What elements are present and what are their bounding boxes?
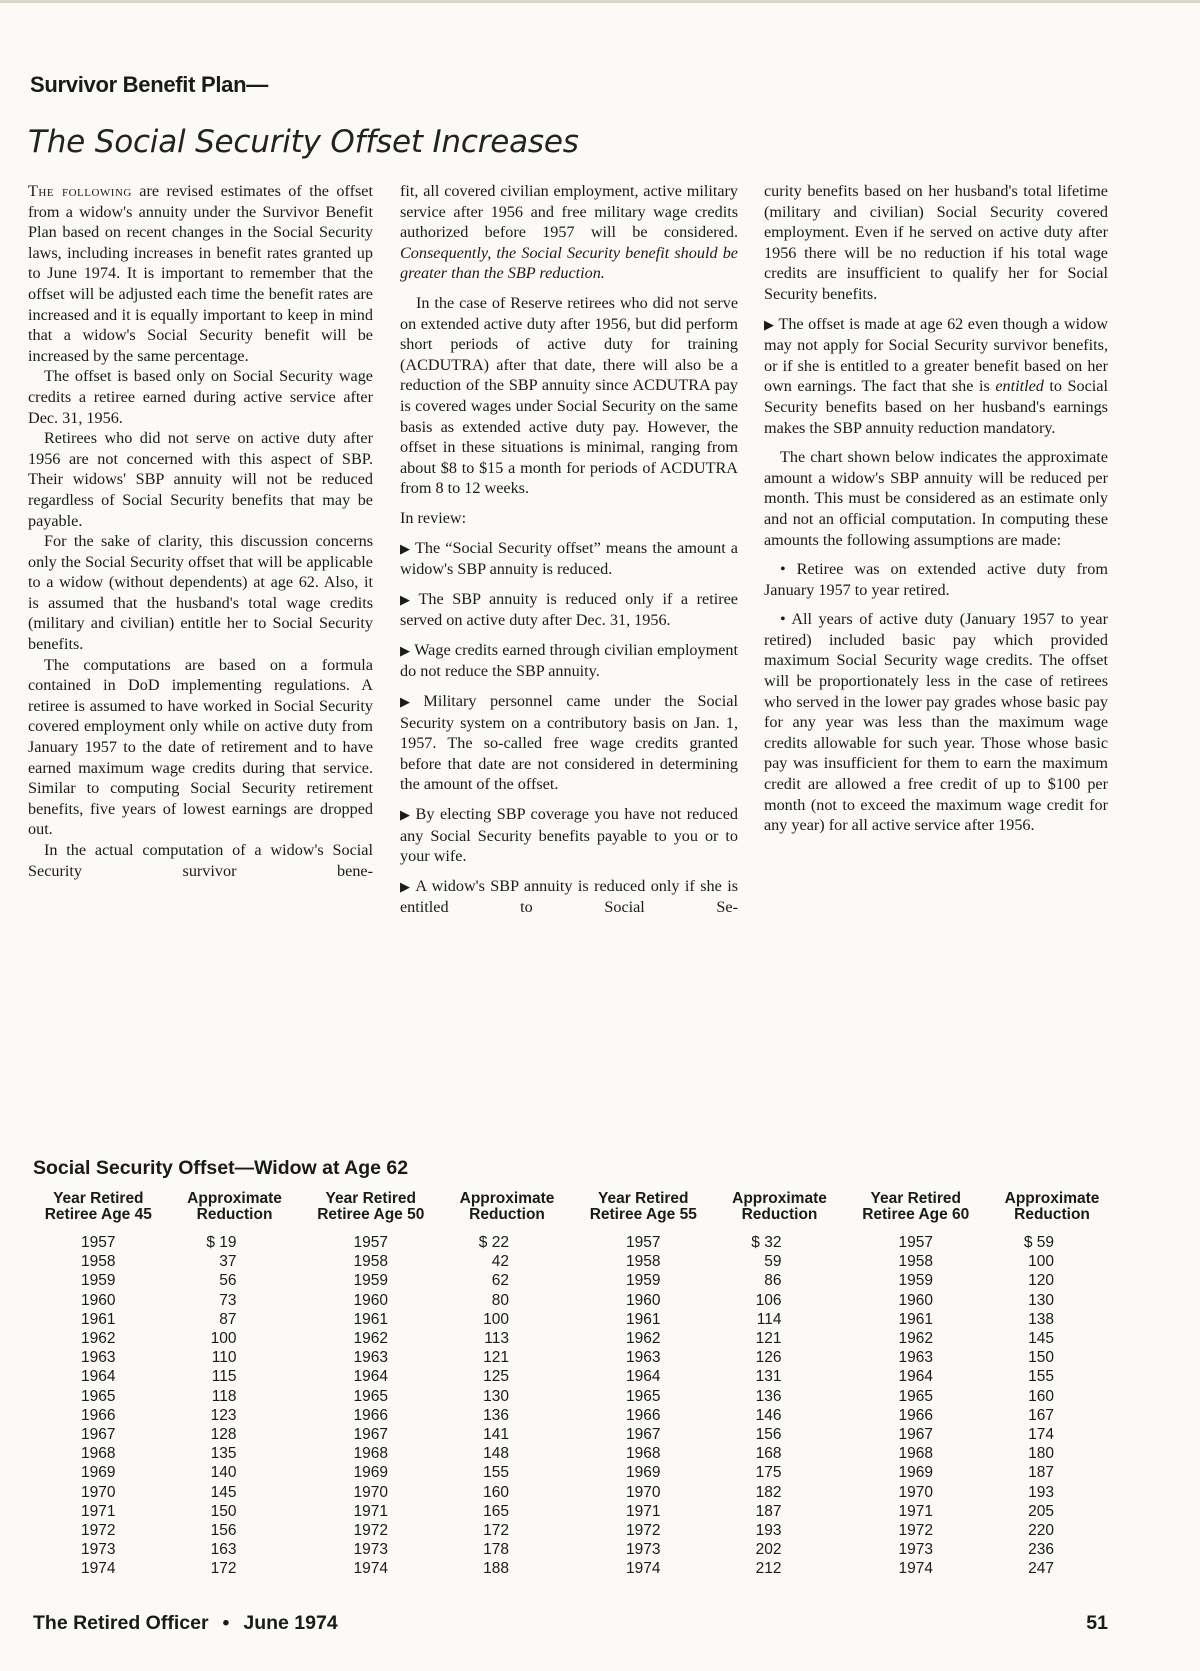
year-retired-cell: 1972 bbox=[81, 1522, 116, 1540]
reduction-cell: 62 bbox=[491, 1272, 509, 1290]
reduction-cell: 205 bbox=[1028, 1502, 1054, 1520]
table-header-row bbox=[26, 1191, 1116, 1233]
reduction-cell: 156 bbox=[210, 1522, 237, 1540]
publication-name: The Retired Officer bbox=[33, 1612, 209, 1634]
paragraph: For the sake of clarity, this discussion concerns only the Social Security offset that will be applicable to a widow (without dependents) at age 62. Also, it is assumed that the husband's total wage credits (military and civilian) entitle her to Social Security benefits. bbox=[28, 532, 373, 654]
reduction-cell: 130 bbox=[483, 1387, 509, 1405]
year-retired-cell: 1967 bbox=[626, 1426, 661, 1444]
reduction-cell: 115 bbox=[211, 1368, 237, 1386]
year-retired-cell: 1963 bbox=[81, 1349, 116, 1367]
section-kicker: Survivor Benefit Plan— bbox=[30, 72, 268, 97]
year-retired-cell: 1963 bbox=[898, 1349, 933, 1367]
bullet-item bbox=[764, 609, 1108, 836]
table-row bbox=[26, 1271, 1116, 1290]
reduction-cell: 126 bbox=[755, 1349, 782, 1367]
year-retired-cell: 1966 bbox=[81, 1406, 116, 1424]
paragraph bbox=[28, 181, 373, 366]
year-column-header bbox=[571, 1191, 716, 1233]
year-retired-cell: 1957 bbox=[626, 1234, 661, 1251]
reduction-cell: 86 bbox=[764, 1272, 782, 1290]
paragraph: In the case of Reserve retirees who did not serve on extended active duty after 1956, but did perform short periods of active duty for training (ACDUTRA) after that date, there will also be a reduction of the SBP annuity since ACDUTRA pay is covered wages under Social Security on the same basis as extended active duty pay. However, the offset in these situations is minimal, ranging from about $8 to $15 a month for periods of ACDUTRA from 8 to 12 weeks. bbox=[400, 293, 738, 498]
arrow-bullet-icon: ▶ bbox=[400, 878, 412, 894]
header-line: Approximate bbox=[1004, 1190, 1100, 1207]
table-row bbox=[26, 1521, 1116, 1540]
reduction-column-header bbox=[988, 1191, 1116, 1233]
reduction-cell: 121 bbox=[483, 1349, 509, 1367]
year-retired-cell: 1970 bbox=[898, 1483, 933, 1501]
header-line: Retiree Age 45 bbox=[44, 1206, 152, 1223]
reduction-cell: 114 bbox=[756, 1310, 782, 1328]
reduction-cell: 172 bbox=[210, 1560, 237, 1578]
reduction-cell: 187 bbox=[1028, 1464, 1054, 1482]
arrow-bullet-icon: ▶ bbox=[400, 694, 420, 710]
reduction-cell: 73 bbox=[219, 1291, 237, 1309]
reduction-cell: 145 bbox=[1028, 1330, 1054, 1348]
year-retired-cell: 1959 bbox=[81, 1272, 116, 1290]
year-retired-cell: 1957 bbox=[353, 1234, 389, 1251]
year-column-header bbox=[298, 1191, 443, 1233]
reduction-cell: 130 bbox=[1028, 1291, 1054, 1309]
table-row bbox=[26, 1406, 1116, 1425]
arrow-bullet-icon: ▶ bbox=[400, 591, 415, 607]
header-line: Year Retired bbox=[598, 1190, 689, 1207]
arrow-bullet-icon: ▶ bbox=[400, 807, 412, 823]
reduction-cell: 156 bbox=[755, 1426, 782, 1444]
text: to Social Security benefits based on her husband's earnings makes the SBP annuity reduction mandatory. bbox=[764, 377, 1108, 437]
reduction-cell: 87 bbox=[219, 1310, 237, 1328]
header-line: Reduction bbox=[196, 1206, 273, 1223]
year-retired-cell: 1965 bbox=[626, 1387, 661, 1405]
dot-bullet-icon: • bbox=[780, 610, 792, 629]
year-retired-cell: 1959 bbox=[353, 1272, 389, 1290]
text: are revised estimates of the offset from a widow's annuity under the Survivor Benefit Plan based on recent changes in the Social Security laws, including increases in benefit rates granted up to June 1974. It is important to remember that the offset will be adjusted each time the benefit rates are increased and it is equally important to keep in mind that a widow's Social Security benefit will be increased by the same percentage. bbox=[28, 182, 373, 365]
year-retired-cell: 1961 bbox=[898, 1310, 933, 1328]
paragraph: In the actual computation of a widow's Social Security survivor bene- bbox=[28, 841, 373, 880]
year-retired-cell: 1969 bbox=[81, 1464, 116, 1482]
year-retired-cell: 1957 bbox=[81, 1234, 116, 1251]
article-title: The Social Security Offset Increases bbox=[28, 124, 579, 160]
year-retired-cell: 1962 bbox=[898, 1330, 933, 1348]
paragraph: curity benefits based on her husband's total lifetime (military and civilian) Social Security covered employment. Even if he served on active duty after 1956 there will be no reduction if his total wage credits are insufficient to qualify her for Social Security benefits. bbox=[764, 182, 1108, 303]
reduction-column-header bbox=[716, 1191, 844, 1233]
bullet-item bbox=[400, 640, 738, 682]
year-retired-cell: 1960 bbox=[626, 1291, 661, 1309]
separator: • bbox=[222, 1612, 230, 1634]
reduction-cell: 193 bbox=[1028, 1483, 1054, 1501]
year-retired-cell: 1965 bbox=[81, 1387, 116, 1405]
year-retired-cell: 1963 bbox=[353, 1349, 389, 1367]
paragraph bbox=[400, 181, 738, 284]
year-retired-cell: 1961 bbox=[353, 1310, 389, 1328]
table-row bbox=[26, 1252, 1116, 1271]
table-row bbox=[26, 1310, 1116, 1329]
table-row bbox=[26, 1348, 1116, 1367]
year-retired-cell: 1971 bbox=[898, 1502, 933, 1520]
reduction-cell: 212 bbox=[755, 1560, 782, 1578]
reduction-cell: 59 bbox=[764, 1253, 782, 1271]
reduction-cell: 42 bbox=[491, 1253, 509, 1271]
year-retired-cell: 1968 bbox=[353, 1445, 389, 1463]
header-line: Reduction bbox=[469, 1206, 545, 1223]
header-line: Reduction bbox=[741, 1206, 818, 1223]
year-retired-cell: 1973 bbox=[81, 1541, 116, 1559]
article-column-3 bbox=[764, 181, 1108, 836]
arrow-bullet-icon: ▶ bbox=[400, 642, 411, 658]
header-line: Approximate bbox=[732, 1190, 827, 1207]
year-retired-cell: 1972 bbox=[353, 1522, 389, 1540]
reduction-cell: 125 bbox=[483, 1368, 509, 1386]
reduction-cell: 220 bbox=[1028, 1522, 1054, 1540]
table-row bbox=[26, 1502, 1116, 1521]
reduction-cell: 180 bbox=[1028, 1445, 1054, 1463]
offset-table bbox=[26, 1191, 1116, 1579]
table-row bbox=[26, 1559, 1116, 1578]
reduction-cell: 236 bbox=[1028, 1541, 1054, 1559]
bullet-item bbox=[764, 314, 1108, 439]
year-retired-cell: 1973 bbox=[898, 1541, 933, 1559]
arrow-bullet-icon: ▶ bbox=[400, 540, 412, 556]
year-retired-cell: 1965 bbox=[353, 1387, 389, 1405]
year-retired-cell: 1960 bbox=[898, 1291, 933, 1309]
reduction-cell: 131 bbox=[755, 1368, 782, 1386]
table-row bbox=[26, 1291, 1116, 1310]
year-retired-cell: 1968 bbox=[626, 1445, 661, 1463]
reduction-cell: 168 bbox=[755, 1445, 782, 1463]
paragraph: The chart shown below indicates the approximate amount a widow's SBP annuity will be reduced per month. This must be considered as an estimate only and not an official computation. In computing these amounts the following assumptions are made: bbox=[764, 448, 1108, 549]
bullet-item bbox=[764, 559, 1108, 600]
top-edge bbox=[0, 0, 1200, 3]
arrow-bullet-icon: ▶ bbox=[764, 316, 775, 332]
reduction-cell: 100 bbox=[210, 1330, 237, 1348]
year-retired-cell: 1958 bbox=[898, 1253, 933, 1271]
text: fit, all covered civilian employment, active military service after 1956 and free military wage credits authorized before 1957 will be considered. bbox=[400, 182, 738, 242]
year-retired-cell: 1964 bbox=[353, 1368, 389, 1386]
header-line: Year Retired bbox=[325, 1190, 417, 1207]
paragraph: The offset is based only on Social Security wage credits a retiree earned during active service after Dec. 31, 1956. bbox=[28, 367, 373, 427]
article-column-1 bbox=[28, 181, 373, 881]
reduction-cell: 155 bbox=[1028, 1368, 1054, 1386]
footer-publication bbox=[33, 1612, 338, 1635]
reduction-cell: 182 bbox=[755, 1483, 782, 1501]
reduction-cell: 80 bbox=[491, 1291, 509, 1309]
issue-date: June 1974 bbox=[243, 1612, 338, 1634]
year-retired-cell: 1974 bbox=[81, 1560, 116, 1578]
article-column-2 bbox=[400, 181, 738, 918]
lead-in: The following bbox=[28, 182, 132, 200]
year-retired-cell: 1965 bbox=[898, 1387, 933, 1405]
reduction-cell: 145 bbox=[210, 1483, 237, 1501]
text: By electing SBP coverage you have not reduced any Social Security benefits payable to you or to your wife. bbox=[400, 805, 738, 866]
reduction-cell: 160 bbox=[1028, 1387, 1054, 1405]
reduction-cell: $ 32 bbox=[751, 1234, 782, 1251]
reduction-cell: 113 bbox=[484, 1330, 509, 1348]
year-retired-cell: 1959 bbox=[626, 1272, 661, 1290]
reduction-cell: 193 bbox=[755, 1522, 782, 1540]
reduction-cell: 106 bbox=[755, 1291, 782, 1309]
year-retired-cell: 1974 bbox=[898, 1560, 933, 1578]
year-retired-cell: 1967 bbox=[898, 1426, 933, 1444]
reduction-cell: 160 bbox=[483, 1483, 509, 1501]
year-retired-cell: 1964 bbox=[81, 1368, 116, 1386]
reduction-cell: 100 bbox=[1028, 1253, 1054, 1271]
year-retired-cell: 1967 bbox=[81, 1426, 116, 1444]
year-retired-cell: 1958 bbox=[626, 1253, 661, 1271]
year-retired-cell: 1961 bbox=[626, 1310, 661, 1328]
year-retired-cell: 1966 bbox=[353, 1406, 389, 1424]
table-row bbox=[26, 1444, 1116, 1463]
header-line: Year Retired bbox=[53, 1190, 144, 1207]
reduction-cell: 175 bbox=[755, 1464, 782, 1482]
reduction-cell: 247 bbox=[1028, 1560, 1054, 1578]
year-retired-cell: 1962 bbox=[626, 1330, 661, 1348]
emphasis: entitled bbox=[995, 377, 1044, 396]
reduction-cell: 150 bbox=[210, 1502, 237, 1520]
table-row bbox=[26, 1463, 1116, 1482]
year-retired-cell: 1966 bbox=[626, 1406, 661, 1424]
year-retired-cell: 1964 bbox=[626, 1368, 661, 1386]
reduction-cell: 163 bbox=[210, 1541, 237, 1559]
year-retired-cell: 1967 bbox=[353, 1426, 389, 1444]
year-retired-cell: 1969 bbox=[898, 1464, 933, 1482]
header-line: Retiree Age 55 bbox=[589, 1206, 697, 1223]
reduction-cell: 188 bbox=[483, 1560, 509, 1578]
year-retired-cell: 1961 bbox=[81, 1310, 116, 1328]
year-retired-cell: 1968 bbox=[81, 1445, 116, 1463]
year-retired-cell: 1968 bbox=[898, 1445, 933, 1463]
text: A widow's SBP annuity is reduced only if she is entitled to Social Se- bbox=[400, 876, 738, 917]
reduction-cell: 100 bbox=[483, 1310, 509, 1328]
year-retired-cell: 1970 bbox=[81, 1483, 116, 1501]
year-column-header bbox=[843, 1191, 988, 1233]
year-retired-cell: 1971 bbox=[626, 1502, 661, 1520]
paragraph: Retirees who did not serve on active duty after 1956 are not concerned with this aspect of SBP. Their widows' SBP annuity will not be reduced regardless of Social Security benefits that may be payable. bbox=[28, 429, 373, 530]
year-retired-cell: 1974 bbox=[626, 1560, 661, 1578]
emphasis: Consequently, the Social Security benefit should be greater than the SBP reduction. bbox=[400, 243, 738, 283]
year-retired-cell: 1960 bbox=[353, 1291, 389, 1309]
header-line: Year Retired bbox=[870, 1190, 961, 1207]
table-title: Social Security Offset—Widow at Age 62 bbox=[33, 1157, 409, 1179]
year-retired-cell: 1963 bbox=[626, 1349, 661, 1367]
paragraph: In review: bbox=[400, 508, 467, 527]
text: Wage credits earned through civilian employment do not reduce the SBP annuity. bbox=[400, 640, 738, 681]
reduction-cell: 128 bbox=[210, 1426, 237, 1444]
reduction-cell: 178 bbox=[483, 1541, 509, 1559]
text: Military personnel came under the Social Security system on a contributory basis on Jan. 1, 1957. The so-called free wage credits granted before that date are not considered in determining the amount of the offset. bbox=[400, 692, 738, 794]
year-retired-cell: 1966 bbox=[898, 1406, 933, 1424]
bullet-item bbox=[400, 876, 738, 918]
reduction-cell: 172 bbox=[483, 1522, 509, 1540]
table-row bbox=[26, 1367, 1116, 1386]
reduction-cell: 148 bbox=[483, 1445, 509, 1463]
header-line: Approximate bbox=[459, 1190, 555, 1207]
bullet-item bbox=[400, 538, 738, 580]
reduction-cell: $ 59 bbox=[1023, 1234, 1054, 1251]
year-retired-cell: 1957 bbox=[898, 1234, 933, 1251]
table-row bbox=[26, 1483, 1116, 1502]
bullet-item bbox=[400, 589, 738, 631]
year-retired-cell: 1962 bbox=[353, 1330, 389, 1348]
reduction-cell: 136 bbox=[483, 1406, 509, 1424]
reduction-cell: 120 bbox=[1028, 1272, 1054, 1290]
reduction-cell: 136 bbox=[755, 1387, 782, 1405]
year-retired-cell: 1970 bbox=[353, 1483, 389, 1501]
reduction-cell: $ 19 bbox=[206, 1234, 237, 1251]
table-row bbox=[26, 1233, 1116, 1252]
text: All years of active duty (January 1957 to year retired) included basic pay which provided maximum Social Security wage credits. The offset will be proportionately less in the case of retirees who served in the lower pay grades whose basic pay for any year was less than the maximum wage credits allowable for such year. Those whose basic pay was insufficient for them to earn the maximum credit are allowed a free credit of up to $100 per month (not to exceed the maximum wage credit for any year) for all active service after 1956. bbox=[764, 610, 1108, 835]
reduction-column-header bbox=[171, 1191, 299, 1233]
header-line: Approximate bbox=[187, 1190, 282, 1207]
reduction-cell: 118 bbox=[211, 1387, 237, 1405]
reduction-cell: 138 bbox=[1028, 1310, 1054, 1328]
year-retired-cell: 1972 bbox=[626, 1522, 661, 1540]
year-retired-cell: 1970 bbox=[626, 1483, 661, 1501]
year-retired-cell: 1964 bbox=[898, 1368, 933, 1386]
reduction-cell: 110 bbox=[211, 1349, 237, 1367]
year-retired-cell: 1959 bbox=[898, 1272, 933, 1290]
text: The offset is made at age 62 even though a widow may not apply for Social Security survivor benefits, or if she is entitled to a greater benefit based on her own earnings. The fact that she is bbox=[764, 314, 1108, 396]
reduction-cell: 123 bbox=[210, 1406, 237, 1424]
year-retired-cell: 1960 bbox=[81, 1291, 116, 1309]
paragraph: The computations are based on a formula contained in DoD implementing regulations. A retiree is assumed to have worked in Social Security covered employment only while on active duty from January 1957 to the date of retirement and to have earned maximum wage credits during that service. Similar to computing Social Security retirement benefits, five years of lowest earnings are dropped out. bbox=[28, 655, 373, 839]
text: The “Social Security offset” means the amount a widow's SBP annuity is reduced. bbox=[400, 538, 738, 579]
table-row bbox=[26, 1425, 1116, 1444]
reduction-cell: 135 bbox=[210, 1445, 237, 1463]
year-retired-cell: 1971 bbox=[353, 1502, 389, 1520]
header-line: Retiree Age 50 bbox=[317, 1206, 425, 1223]
reduction-cell: 174 bbox=[1028, 1426, 1054, 1444]
reduction-cell: 187 bbox=[755, 1502, 782, 1520]
year-retired-cell: 1973 bbox=[353, 1541, 389, 1559]
reduction-cell: 141 bbox=[483, 1426, 509, 1444]
year-retired-cell: 1973 bbox=[626, 1541, 661, 1559]
dot-bullet-icon: • bbox=[780, 560, 797, 579]
reduction-cell: 146 bbox=[755, 1406, 782, 1424]
reduction-cell: 155 bbox=[483, 1464, 509, 1482]
bullet-item bbox=[400, 804, 738, 867]
year-retired-cell: 1974 bbox=[353, 1560, 389, 1578]
reduction-cell: 202 bbox=[755, 1541, 782, 1559]
text: The SBP annuity is reduced only if a retiree served on active duty after Dec. 31, 1956. bbox=[400, 589, 738, 630]
reduction-cell: $ 22 bbox=[478, 1234, 509, 1251]
year-retired-cell: 1971 bbox=[81, 1502, 116, 1520]
reduction-cell: 165 bbox=[483, 1502, 509, 1520]
reduction-column-header bbox=[443, 1191, 571, 1233]
reduction-cell: 140 bbox=[210, 1464, 237, 1482]
year-retired-cell: 1958 bbox=[81, 1253, 116, 1271]
reduction-cell: 121 bbox=[755, 1330, 782, 1348]
year-retired-cell: 1958 bbox=[353, 1253, 389, 1271]
header-line: Reduction bbox=[1014, 1206, 1090, 1223]
year-retired-cell: 1969 bbox=[353, 1464, 389, 1482]
table-row bbox=[26, 1540, 1116, 1559]
page-number: 51 bbox=[1086, 1612, 1108, 1634]
reduction-cell: 150 bbox=[1028, 1349, 1054, 1367]
reduction-cell: 167 bbox=[1028, 1406, 1054, 1424]
reduction-cell: 56 bbox=[219, 1272, 237, 1290]
header-line: Retiree Age 60 bbox=[862, 1206, 970, 1223]
table-row bbox=[26, 1329, 1116, 1348]
year-retired-cell: 1962 bbox=[81, 1330, 116, 1348]
year-retired-cell: 1969 bbox=[626, 1464, 661, 1482]
text: Retiree was on extended active duty from January 1957 to year retired. bbox=[764, 560, 1108, 599]
year-retired-cell: 1972 bbox=[898, 1522, 933, 1540]
reduction-cell: 37 bbox=[219, 1253, 237, 1271]
year-column-header bbox=[26, 1191, 171, 1233]
bullet-item bbox=[400, 691, 738, 795]
table-row bbox=[26, 1387, 1116, 1406]
